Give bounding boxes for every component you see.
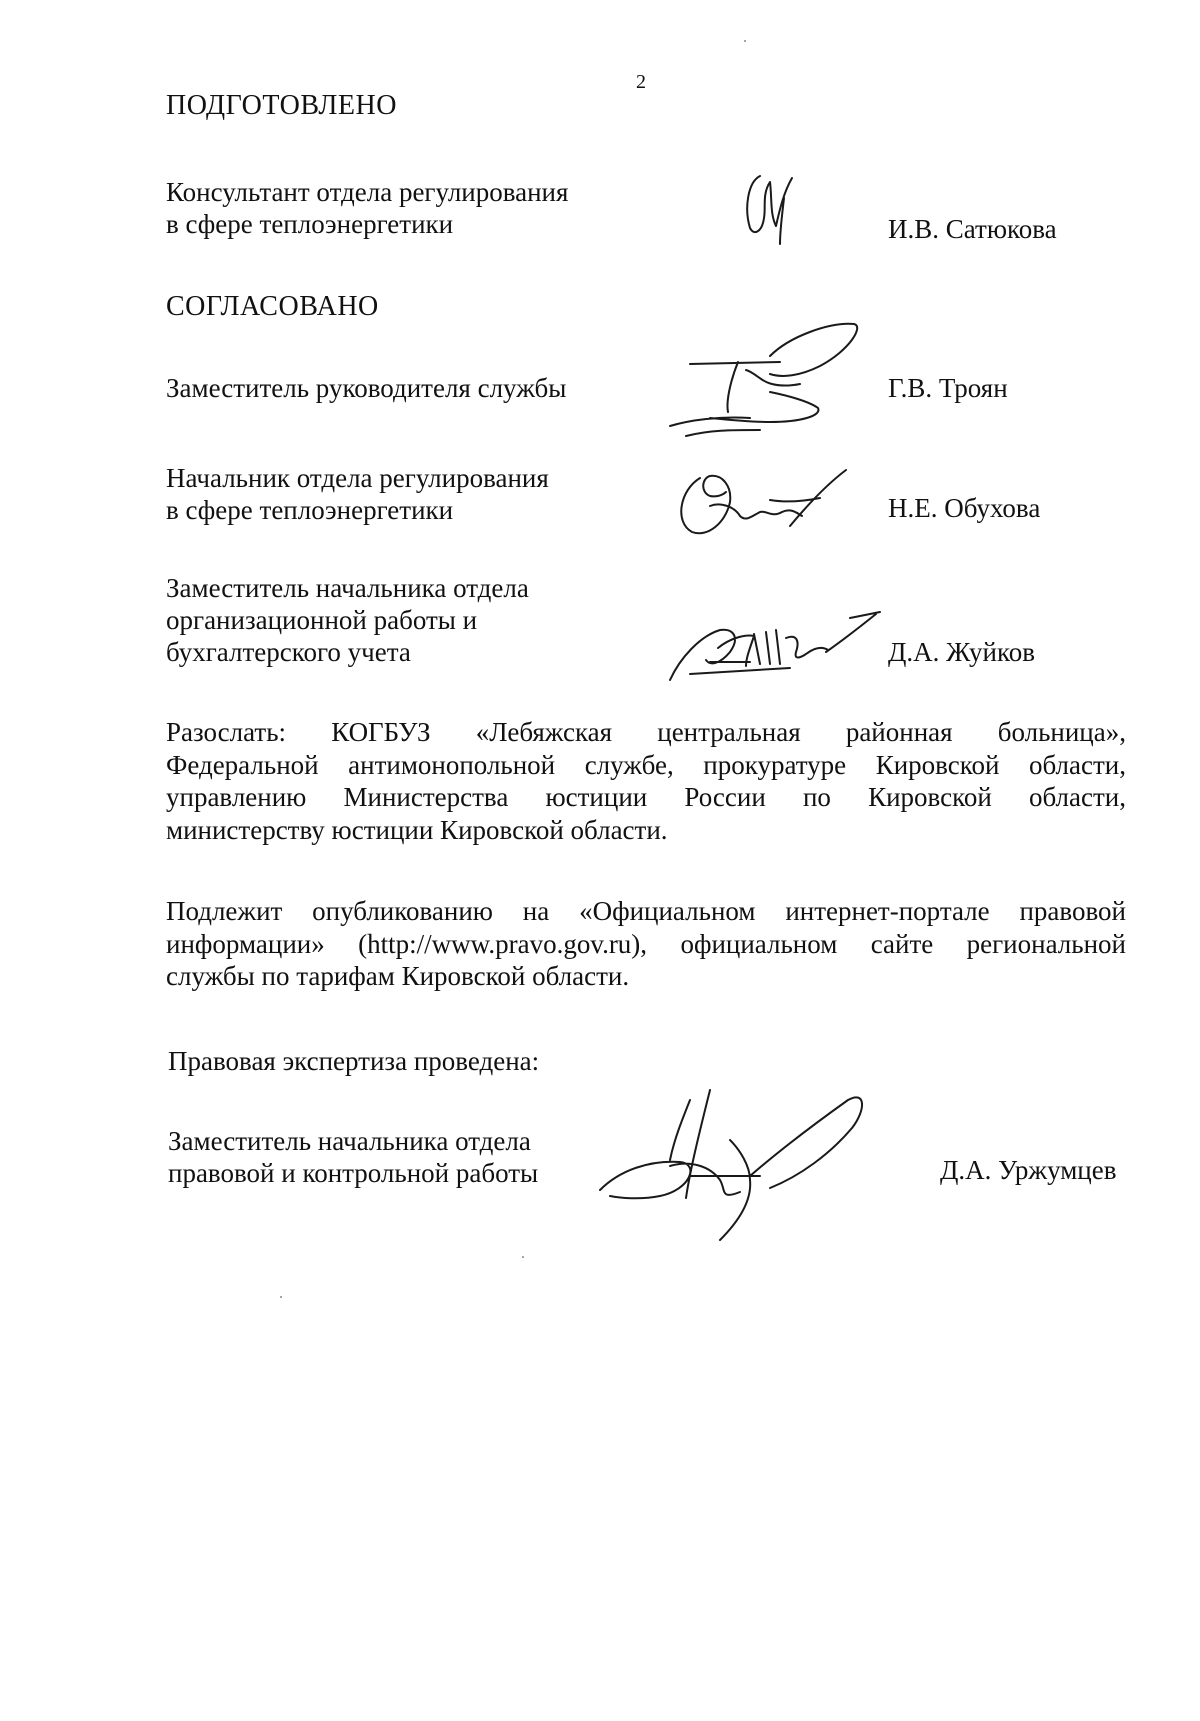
agreed-position-1 [166, 372, 566, 404]
agreed-name-3: Д.А. Жуйков [888, 637, 1035, 667]
prepared-name: И.В. Сатюкова [888, 214, 1057, 244]
publication-line-3: службы по тарифам Кировской области. [166, 961, 630, 991]
scan-speck [744, 40, 746, 42]
legal-review-title: Правовая экспертиза проведена: [168, 1046, 540, 1076]
signature-zhuikov [650, 608, 890, 688]
agreed-position-1-line-1: Заместитель руководителя службы [166, 373, 567, 403]
signature-obukhova [670, 462, 860, 542]
agreed-position-3-line-2: организационной работы и [166, 605, 478, 635]
scan-speck [280, 1296, 282, 1298]
agreed-position-2 [166, 462, 549, 526]
distribution-paragraph [166, 716, 1126, 846]
agreed-position-3-line-3: бухгалтерского учета [166, 637, 411, 667]
prepared-position-line-1: Консультант отдела регулирования [166, 177, 569, 207]
agreed-position-2-line-2: в сфере теплоэнергетики [166, 495, 454, 525]
distribution-line-3: управлению Министерства юстиции России по Кировской области, [166, 782, 1126, 812]
agreed-position-2-line-1: Начальник отдела регулирования [166, 463, 549, 493]
legal-review-name: Д.А. Уржумцев [940, 1155, 1117, 1185]
distribution-line-2: Федеральной антимонопольной службе, прокуратуре Кировской области, [166, 749, 1126, 780]
legal-review-position-line-2: правовой и контрольной работы [168, 1158, 539, 1188]
prepared-heading: ПОДГОТОВЛЕНО [166, 90, 397, 121]
publication-line-2: информации» (http://www.pravo.gov.ru), официальном сайте региональной [166, 928, 1126, 959]
signature-troyan [650, 312, 890, 452]
publication-line-1: Подлежит опубликованию на «Официальном интернет-портале правовой [166, 896, 1126, 926]
scan-speck [522, 1256, 524, 1258]
prepared-position-line-2: в сфере теплоэнергетики [166, 209, 454, 239]
agreed-name-2: Н.Е. Обухова [888, 493, 1041, 523]
agreed-name-1: Г.В. Троян [888, 373, 1008, 403]
distribution-line-4: министерству юстиции Кировской области. [166, 814, 668, 845]
signature-satyukova [740, 168, 800, 248]
prepared-position [166, 176, 568, 240]
distribution-line-1: Разослать: КОГБУЗ «Лебяжская центральная районная больница», [166, 717, 1126, 747]
legal-review-position-line-1: Заместитель начальника отдела [168, 1126, 531, 1156]
agreed-position-3-line-1: Заместитель начальника отдела [166, 573, 529, 603]
legal-review-position [168, 1125, 538, 1189]
publication-paragraph [166, 895, 1126, 993]
agreed-position-3 [166, 572, 529, 668]
signature-urzhumtsev [590, 1080, 890, 1250]
agreed-heading: СОГЛАСОВАНО [166, 291, 379, 322]
page-number: 2 [636, 71, 646, 93]
